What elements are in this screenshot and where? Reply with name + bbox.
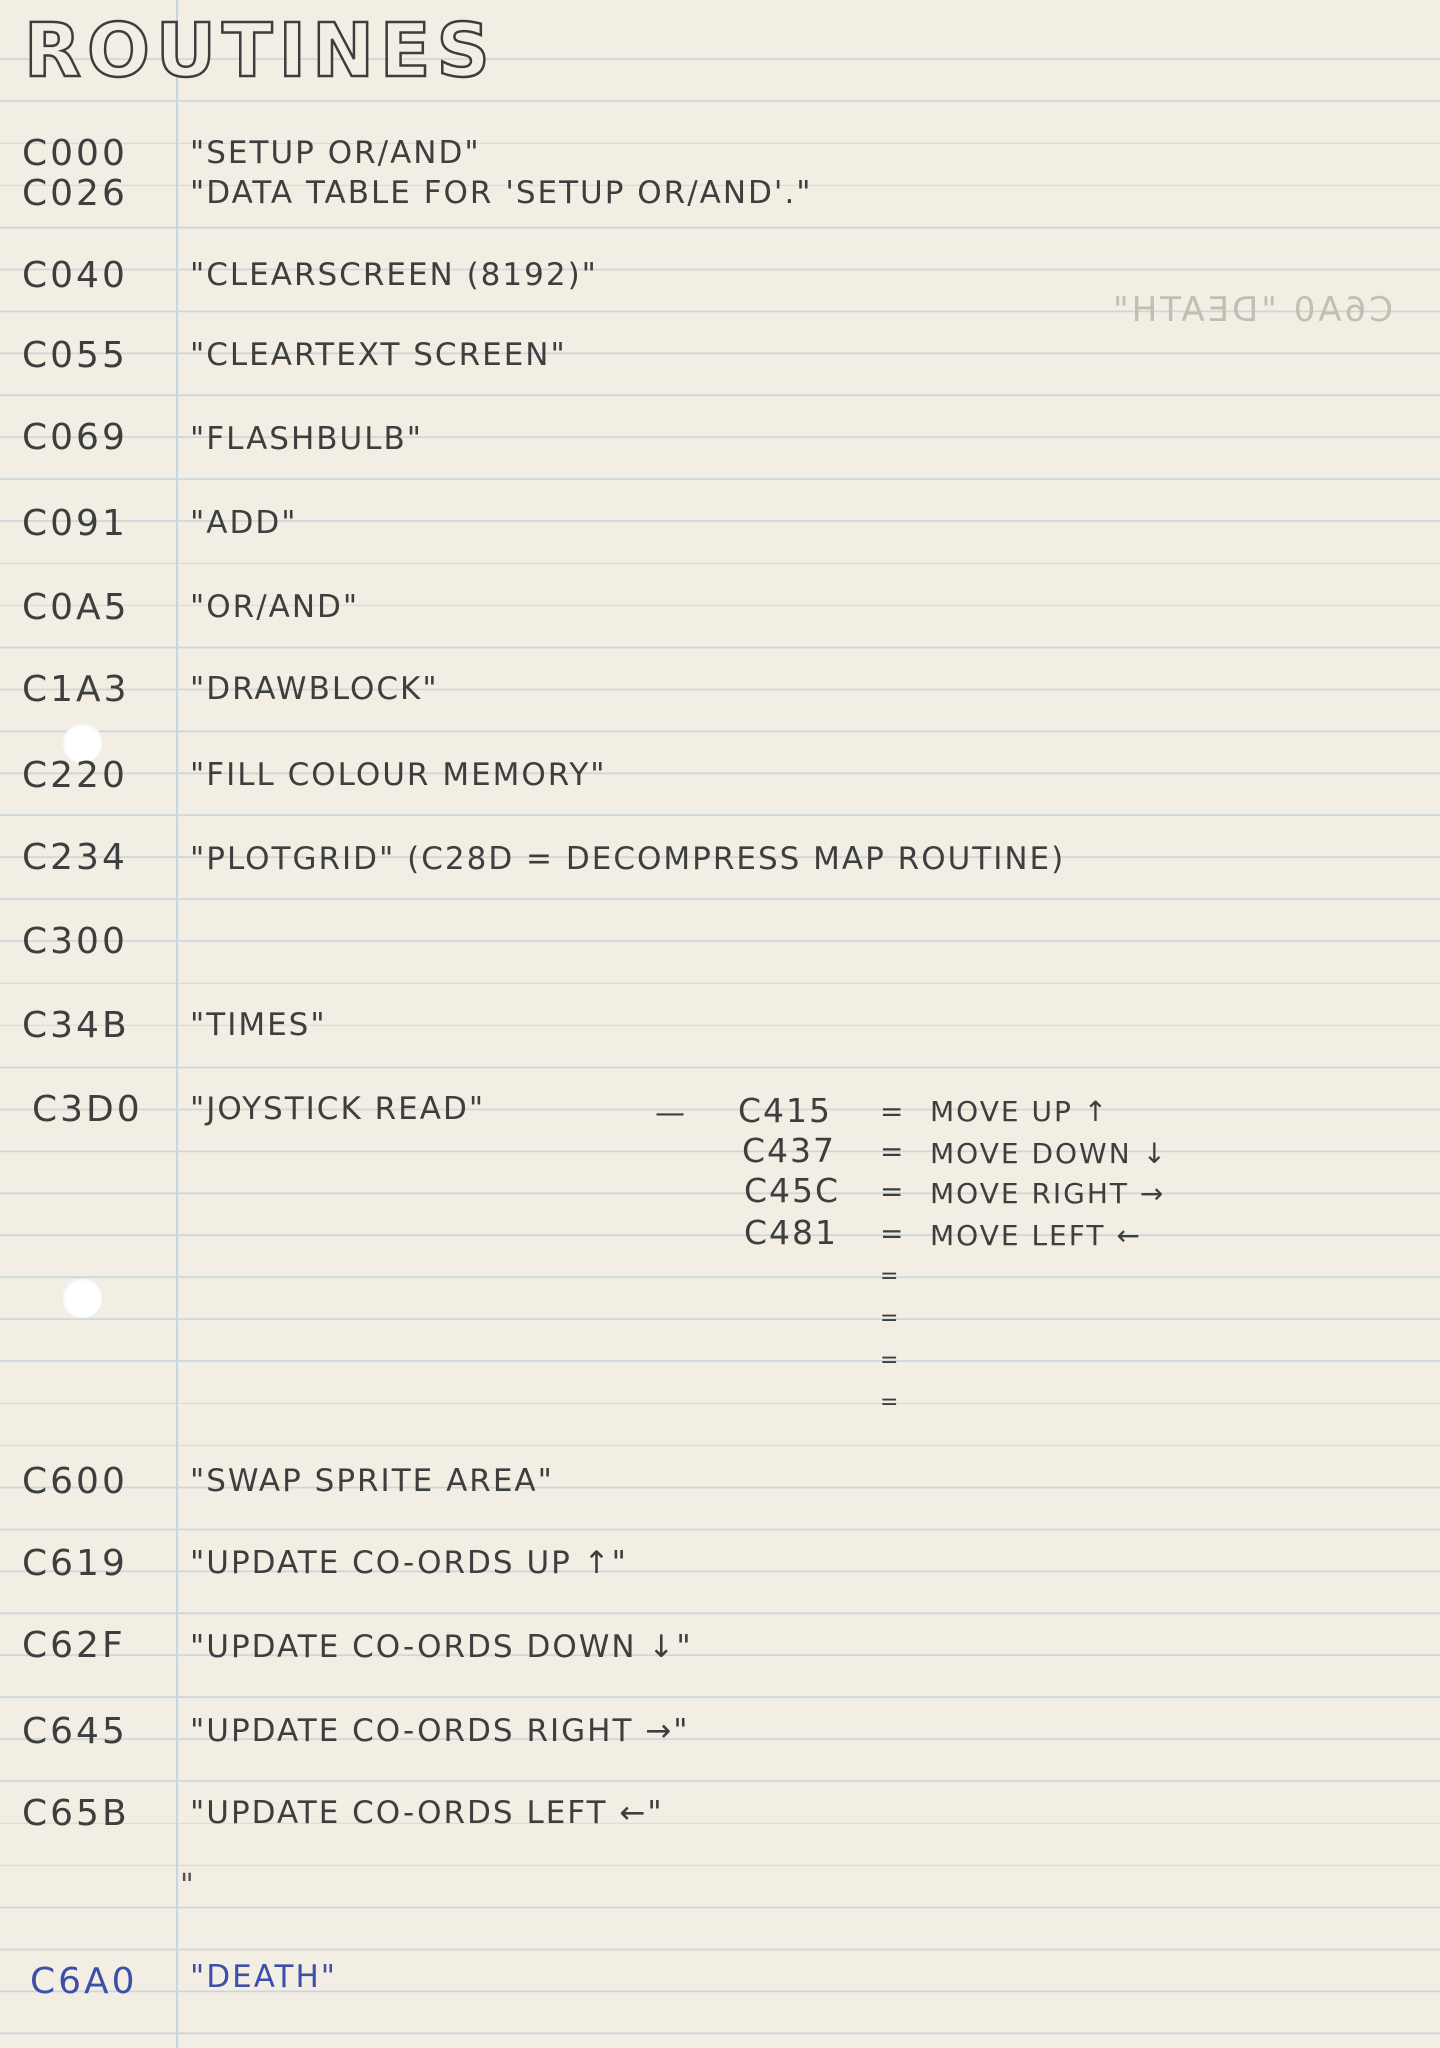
routine-address: C040 — [22, 255, 128, 296]
routine-label: "TIMES" — [190, 1007, 327, 1043]
subroutine-label: MOVE UP ↑ — [930, 1095, 1110, 1128]
routine-address: C055 — [22, 335, 128, 376]
page-title: ROUTINES — [24, 8, 496, 94]
routine-label: "CLEARTEXT SCREEN" — [190, 337, 567, 373]
subroutine-address: C415 — [738, 1091, 833, 1130]
subroutine-address: C481 — [744, 1213, 839, 1252]
routine-address: C619 — [22, 1543, 128, 1584]
routine-label: "UPDATE CO-ORDS DOWN ↓" — [190, 1629, 693, 1665]
subroutine-equals: = — [880, 1217, 904, 1250]
subroutine-equals: = — [880, 1135, 904, 1168]
routine-label: "UPDATE CO-ORDS LEFT ←" — [190, 1795, 664, 1831]
margin-line — [176, 0, 178, 2048]
routine-label: "OR/AND" — [190, 589, 360, 625]
routine-label: "FILL COLOUR MEMORY" — [190, 757, 607, 793]
routine-address: C069 — [22, 417, 128, 458]
punch-hole-bottom — [62, 1278, 102, 1318]
routine-label: "DEATH" — [190, 1959, 338, 1995]
subroutine-equals: = — [880, 1175, 904, 1208]
routine-address: C234 — [22, 837, 128, 878]
continuation-mark: = — [880, 1348, 899, 1373]
routine-label: "FLASHBULB" — [190, 421, 424, 457]
routine-label: "DRAWBLOCK" — [190, 671, 439, 707]
routine-label: "SWAP SPRITE AREA" — [190, 1463, 554, 1499]
routine-label: "SETUP OR/AND" — [190, 135, 481, 171]
routine-address: C000 — [22, 133, 128, 174]
continuation-mark: = — [880, 1390, 899, 1415]
routine-address: C3D0 — [32, 1089, 143, 1130]
routine-label: "ADD" — [190, 505, 298, 541]
routine-address: C0A5 — [22, 587, 130, 628]
stray-quote-mark: " — [180, 1868, 194, 1903]
routine-address: C026 — [22, 173, 128, 214]
routine-address: C65B — [22, 1793, 130, 1834]
routine-address: C220 — [22, 755, 128, 796]
routine-address: C34B — [22, 1005, 130, 1046]
routine-address: C091 — [22, 503, 128, 544]
routine-address: C645 — [22, 1711, 128, 1752]
routine-label: "DATA TABLE FOR 'SETUP OR/AND'." — [190, 175, 813, 211]
subroutine-label: MOVE RIGHT → — [930, 1177, 1166, 1210]
routine-label: "JOYSTICK READ" — [190, 1091, 486, 1127]
routine-address: C6A0 — [30, 1961, 138, 2002]
routine-address: C300 — [22, 921, 128, 962]
subroutine-equals: = — [880, 1095, 904, 1128]
subroutine-label: MOVE LEFT ← — [930, 1219, 1142, 1252]
routine-label: "PLOTGRID" (C28D = DECOMPRESS MAP ROUTINE) — [190, 841, 1066, 877]
routine-label: "CLEARSCREEN (8192)" — [190, 257, 598, 293]
routine-address: C1A3 — [22, 669, 130, 710]
subroutine-address: C437 — [742, 1131, 837, 1170]
bleed-through-text: C6A0 "DEATH" — [1110, 290, 1393, 330]
subroutine-address: C45C — [744, 1171, 841, 1210]
subroutine-label: MOVE DOWN ↓ — [930, 1137, 1169, 1170]
routine-label: "UPDATE CO-ORDS UP ↑" — [190, 1545, 628, 1581]
continuation-mark: = — [880, 1306, 899, 1331]
continuation-mark: = — [880, 1264, 899, 1289]
joystick-dash: — — [655, 1096, 685, 1131]
routine-address: C62F — [22, 1625, 126, 1666]
routine-label: "UPDATE CO-ORDS RIGHT →" — [190, 1713, 690, 1749]
routine-address: C600 — [22, 1461, 128, 1502]
